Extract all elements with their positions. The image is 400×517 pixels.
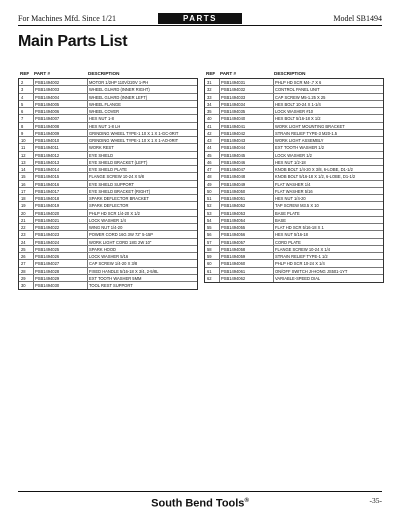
table-row	[205, 166, 383, 173]
description-cell: HEX NUT 1/2-18	[275, 159, 306, 165]
table-row	[205, 181, 383, 188]
part-number-cell: PSB1494004	[35, 94, 60, 100]
description-cell: WHEEL GUARD (INNER LEFT)	[89, 94, 148, 100]
part-number-cell: PSB1494061	[221, 268, 246, 274]
ref-cell: 27	[21, 261, 26, 267]
table-row	[19, 282, 197, 289]
ref-cell: 45	[207, 152, 212, 158]
ref-column-header: REF	[20, 71, 30, 76]
part-number-cell: PSB1494048	[221, 174, 246, 180]
part-number-cell: PSB1494043	[221, 138, 246, 143]
part-number-cell: PSB1494054	[221, 217, 246, 223]
description-cell: LOCK WASHER 1/2	[275, 152, 312, 158]
table-row	[205, 210, 383, 217]
ref-cell: 6	[21, 109, 24, 114]
ref-cell: 25	[21, 246, 26, 252]
description-cell: WORK REST	[89, 145, 114, 151]
description-cell: BASE	[275, 217, 286, 223]
ref-cell: 55	[207, 225, 212, 230]
ref-cell: 5	[21, 101, 24, 107]
part-number-cell: PSB1494009	[35, 130, 60, 136]
ref-cell: 30	[21, 283, 26, 288]
table-body	[18, 78, 198, 290]
table-row	[19, 217, 197, 224]
description-cell: KNOB BOLT 1/4-20 X 3/8, 6-LOBE, D1-1/2	[275, 167, 353, 172]
description-cell: EXT TOOTH WASHER 1/2	[275, 145, 324, 151]
ref-cell: 29	[21, 275, 26, 281]
ref-cell: 17	[21, 188, 26, 194]
description-cell: LOCK WASHER 5/16	[89, 254, 129, 259]
part-number-cell: PSB1494062	[221, 275, 246, 281]
table-row	[19, 202, 197, 209]
ref-cell: 23	[21, 232, 26, 238]
ref-cell: 33	[207, 94, 212, 100]
part-number-cell: PSB1494034	[221, 101, 246, 107]
table-row	[19, 224, 197, 231]
part-number-cell: PSB1494003	[35, 87, 60, 93]
part-number-cell: PSB1494051	[221, 196, 246, 201]
part-number-cell: PSB1494046	[221, 159, 246, 165]
table-row	[19, 253, 197, 260]
description-cell: PHLP HD SCR M4-.7 X 6	[275, 80, 322, 85]
table-row	[19, 246, 197, 253]
description-cell: SPARK DEFLECTOR	[89, 203, 129, 209]
description-cell: LOCK WASHER 1/4	[89, 217, 126, 223]
ref-cell: 57	[207, 239, 212, 245]
ref-cell: 35	[207, 109, 212, 114]
table-row	[205, 101, 383, 108]
description-cell: EXT TOOTH WASHER 5MM	[89, 275, 142, 281]
table-row	[19, 188, 197, 195]
part-number-cell: PSB1494045	[221, 152, 246, 158]
brand-name: South Bend Tools	[151, 497, 245, 510]
ref-cell: 52	[207, 203, 212, 209]
ref-cell: 34	[207, 101, 212, 107]
section-label: PARTS	[158, 13, 242, 24]
part-number-cell: PSB1494014	[35, 167, 60, 172]
description-cell: STRAIN RELIEF TYPE-1 1/2	[275, 254, 328, 259]
description-cell: MOTOR 1/2HP 110V/220V 1-PH	[89, 80, 149, 85]
ref-cell: 56	[207, 232, 212, 238]
part-number-cell: PSB1494011	[35, 145, 59, 151]
description-cell: POWER CORD 16G 3W 72" 5-15P	[89, 232, 154, 238]
part-number-cell: PSB1494010	[35, 138, 60, 143]
ref-cell: 47	[207, 167, 212, 172]
description-cell: EYE SHIELD PLATE	[89, 167, 127, 172]
ref-cell: 41	[207, 123, 212, 129]
table-row	[19, 130, 197, 137]
table-row	[205, 253, 383, 260]
page-header	[18, 13, 382, 24]
part-column-header: PART #	[34, 71, 50, 76]
description-cell: HEX NUT 1/4-20	[275, 196, 306, 201]
description-cell: STRAIN RELIEF TYPE-3 M20-1.5	[275, 130, 338, 136]
table-row	[19, 123, 197, 130]
table-row	[19, 101, 197, 108]
description-cell: EYE SHIELD BRACKET (RIGHT)	[89, 188, 151, 194]
part-number-cell: PSB1494053	[221, 210, 246, 216]
part-number-cell: PSB1494050	[221, 188, 246, 194]
description-cell: HEX BOLT 10-24 X 1-1/4	[275, 101, 321, 107]
ref-cell: 42	[207, 130, 212, 136]
brand-logo	[135, 494, 265, 511]
table-row	[205, 239, 383, 246]
description-cell: FLANGE SCREW 10-24 X 5/8	[89, 174, 145, 180]
ref-cell: 53	[207, 210, 212, 216]
ref-cell: 15	[21, 174, 26, 180]
table-row	[19, 260, 197, 267]
part-number-cell: PSB1494030	[35, 283, 60, 288]
ref-cell: 12	[21, 152, 26, 158]
ref-cell: 28	[21, 268, 26, 274]
description-cell: PHLP HD SCR 1/4-20 X 1/2	[89, 210, 140, 216]
table-row	[19, 144, 197, 151]
part-column-header: PART #	[220, 71, 236, 76]
table-row	[19, 94, 197, 101]
ref-cell: 40	[207, 116, 212, 122]
part-number-cell: PSB1494012	[35, 152, 60, 158]
part-number-cell: PSB1494025	[35, 246, 60, 252]
description-cell: HEX NUT 5/16-18	[275, 232, 308, 238]
table-row	[205, 130, 383, 137]
ref-cell: 43	[207, 138, 212, 143]
ref-cell: 26	[21, 254, 26, 259]
part-number-cell: PSB1494024	[35, 239, 60, 245]
table-row	[205, 123, 383, 130]
ref-cell: 62	[207, 275, 212, 281]
description-cell: TOOL REST SUPPORT	[89, 283, 133, 288]
page-title: Main Parts List	[18, 33, 128, 50]
part-number-cell: PSB1494042	[221, 130, 246, 136]
description-cell: LOCK WASHER #10	[275, 109, 314, 114]
ref-cell: 60	[207, 261, 212, 267]
page-number: -35-	[369, 496, 382, 505]
description-cell: EYE SHIELD	[89, 152, 114, 158]
machines-since-text: For Machines Mfd. Since 1/21	[18, 14, 116, 23]
description-cell: EYE SHIELD BRACKET (LEFT)	[89, 159, 148, 165]
description-cell: CAP SCREW 1/4-20 X 3/8	[89, 261, 138, 267]
part-number-cell: PSB1494060	[221, 261, 246, 267]
description-cell: CAP SCREW M5-1.25 X 25	[275, 94, 326, 100]
part-number-cell: PSB1494020	[35, 210, 60, 216]
ref-cell: 46	[207, 159, 212, 165]
ref-cell: 21	[21, 217, 26, 223]
ref-cell: 19	[21, 203, 26, 209]
part-number-cell: PSB1494040	[221, 116, 246, 122]
table-row	[19, 115, 197, 122]
description-cell: WORK LIGHT CORD 18G 2W 10"	[89, 239, 152, 245]
part-number-cell: PSB1494022	[35, 225, 60, 230]
description-cell: WING NUT 1/4-20	[89, 225, 123, 230]
description-cell: WORK LIGHT ASSEMBLY	[275, 138, 324, 143]
ref-cell: 13	[21, 159, 26, 165]
header-divider	[18, 25, 382, 26]
ref-cell: 16	[21, 181, 26, 187]
description-cell: BASE PLATE	[275, 210, 300, 216]
table-row	[19, 86, 197, 93]
part-number-cell: PSB1494052	[221, 203, 246, 209]
ref-cell: 14	[21, 167, 26, 172]
description-cell: WHEEL FLANGE	[89, 101, 121, 107]
table-header	[18, 69, 198, 78]
part-number-cell: PSB1494018	[35, 196, 60, 201]
part-number-cell: PSB1494005	[35, 101, 60, 107]
description-cell: HEX BOLT 5/16-18 X 1/2	[275, 116, 321, 122]
description-cell: CONTROL PANEL UNIT	[275, 87, 320, 93]
table-row	[205, 173, 383, 180]
ref-cell: 48	[207, 174, 212, 180]
part-number-cell: PSB1494008	[35, 123, 60, 129]
part-number-cell: PSB1494029	[35, 275, 60, 281]
ref-cell: 54	[207, 217, 212, 223]
part-number-cell: PSB1494041	[221, 123, 246, 129]
table-row	[205, 231, 383, 238]
description-cell: FLAT WASHER 1/4	[275, 181, 311, 187]
description-cell: WORK LIGHT MOUNTING BRACKET	[275, 123, 345, 129]
table-row	[19, 173, 197, 180]
part-number-cell: PSB1494006	[35, 109, 60, 114]
description-column-header: DESCRIPTION	[274, 71, 306, 76]
table-row	[19, 108, 197, 115]
table-row	[19, 181, 197, 188]
part-number-cell: PSB1494059	[221, 254, 246, 259]
ref-cell: 49	[207, 181, 212, 187]
ref-cell: 51	[207, 196, 212, 201]
table-row	[205, 115, 383, 122]
table-row	[19, 152, 197, 159]
table-row	[19, 268, 197, 275]
table-row	[205, 246, 383, 253]
part-number-cell: PSB1494058	[221, 246, 246, 252]
footer-divider	[18, 491, 382, 492]
description-cell: FLAT HD SCR 5/16-18 X 1	[275, 225, 324, 230]
model-number: Model SB1494	[333, 14, 382, 23]
description-cell: FLAT WASHER 5/16	[275, 188, 313, 194]
description-cell: VARIABLE-SPEED DIAL	[275, 275, 321, 281]
description-cell: GRINDING WHEEL TYPE-1 10 X 1 X 1-AO-0RIT	[89, 138, 179, 143]
part-number-cell: PSB1494047	[221, 167, 246, 172]
part-number-cell: PSB1494017	[35, 188, 60, 194]
part-number-cell: PSB1494016	[35, 181, 60, 187]
description-column-header: DESCRIPTION	[88, 71, 120, 76]
table-row	[205, 275, 383, 282]
table-row	[205, 79, 383, 86]
table-row	[19, 231, 197, 238]
ref-cell: 20	[21, 210, 26, 216]
part-number-cell: PSB1494021	[35, 217, 60, 223]
table-row	[19, 210, 197, 217]
table-row	[19, 166, 197, 173]
table-row	[205, 94, 383, 101]
table-row	[205, 159, 383, 166]
table-row	[205, 195, 383, 202]
description-cell: ON/OFF SWITCH JI-HONG JS501-1YT	[275, 268, 348, 274]
ref-cell: 7	[21, 116, 24, 122]
description-cell: TAP SCREW M3.5 X 10	[275, 203, 319, 209]
table-row	[205, 108, 383, 115]
ref-cell: 22	[21, 225, 26, 230]
table-row	[205, 224, 383, 231]
description-cell: FLANGE SCREW 10-24 X 1/4	[275, 246, 331, 252]
part-number-cell: PSB1494023	[35, 232, 60, 238]
table-row	[205, 86, 383, 93]
ref-cell: 2	[21, 80, 24, 85]
part-number-cell: PSB1494044	[221, 145, 246, 151]
description-cell: SPARK DEFLECTOR BRACKET	[89, 196, 149, 201]
part-number-cell: PSB1494002	[35, 80, 60, 85]
description-cell: HEX NUT 1-8 LH	[89, 123, 121, 129]
table-row	[19, 239, 197, 246]
ref-cell: 58	[207, 246, 212, 252]
table-row	[19, 195, 197, 202]
ref-cell: 4	[21, 94, 24, 100]
part-number-cell: PSB1494026	[35, 254, 60, 259]
table-row	[19, 137, 197, 144]
part-number-cell: PSB1494056	[221, 232, 246, 238]
description-cell: HEX NUT 1-8	[89, 116, 114, 122]
trademark-symbol: ®	[244, 498, 249, 504]
ref-cell: 10	[21, 138, 26, 143]
ref-cell: 11	[21, 145, 26, 151]
ref-cell: 31	[207, 80, 212, 85]
description-cell: EYE SHIELD SUPPORT	[89, 181, 134, 187]
description-cell: SPARK HOOD	[89, 246, 116, 252]
table-row	[205, 152, 383, 159]
description-cell: CORD PLATE	[275, 239, 301, 245]
table-row	[205, 188, 383, 195]
description-cell: KNOB BOLT 5/16-18 X 1/2, 6-LOBE, D1-1/2	[275, 174, 356, 180]
table-row	[205, 217, 383, 224]
table-header	[204, 69, 384, 78]
table-row	[19, 79, 197, 86]
table-row	[205, 260, 383, 267]
part-number-cell: PSB1494033	[221, 94, 246, 100]
ref-cell: 44	[207, 145, 212, 151]
ref-column-header: REF	[206, 71, 216, 76]
part-number-cell: PSB1494015	[35, 174, 60, 180]
description-cell: PHLP HD SCR 10-24 X 1/4	[275, 261, 325, 267]
part-number-cell: PSB1494007	[35, 116, 60, 122]
part-number-cell: PSB1494031	[221, 80, 246, 85]
ref-cell: 3	[21, 87, 24, 93]
table-body	[204, 78, 384, 283]
ref-cell: 18	[21, 196, 26, 201]
ref-cell: 24	[21, 239, 26, 245]
description-cell: FIXED HANDLE 5/16-18 X 3/4, 2-5/8L	[89, 268, 159, 274]
table-row	[205, 268, 383, 275]
part-number-cell: PSB1494027	[35, 261, 60, 267]
part-number-cell: PSB1494049	[221, 181, 246, 187]
table-row	[205, 202, 383, 209]
ref-cell: 9	[21, 130, 24, 136]
table-row	[19, 159, 197, 166]
table-row	[205, 144, 383, 151]
ref-cell: 32	[207, 87, 212, 93]
part-number-cell: PSB1494055	[221, 225, 246, 230]
table-row	[205, 137, 383, 144]
ref-cell: 50	[207, 188, 212, 194]
part-number-cell: PSB1494057	[221, 239, 246, 245]
part-number-cell: PSB1494028	[35, 268, 60, 274]
description-cell: WHEEL COVER	[89, 109, 120, 114]
part-number-cell: PSB1494032	[221, 87, 246, 93]
ref-cell: 59	[207, 254, 212, 259]
parts-table-left	[18, 69, 198, 290]
part-number-cell: PSB1494035	[221, 109, 246, 114]
part-number-cell: PSB1494019	[35, 203, 60, 209]
description-cell: GRINDING WHEEL TYPE-1 10 X 1 X 1-GC-0RIT	[89, 130, 179, 136]
ref-cell: 8	[21, 123, 24, 129]
description-cell: WHEEL GUARD (INNER RIGHT)	[89, 87, 150, 93]
parts-table-right	[204, 69, 384, 283]
ref-cell: 61	[207, 268, 212, 274]
part-number-cell: PSB1494013	[35, 159, 60, 165]
table-row	[19, 275, 197, 282]
